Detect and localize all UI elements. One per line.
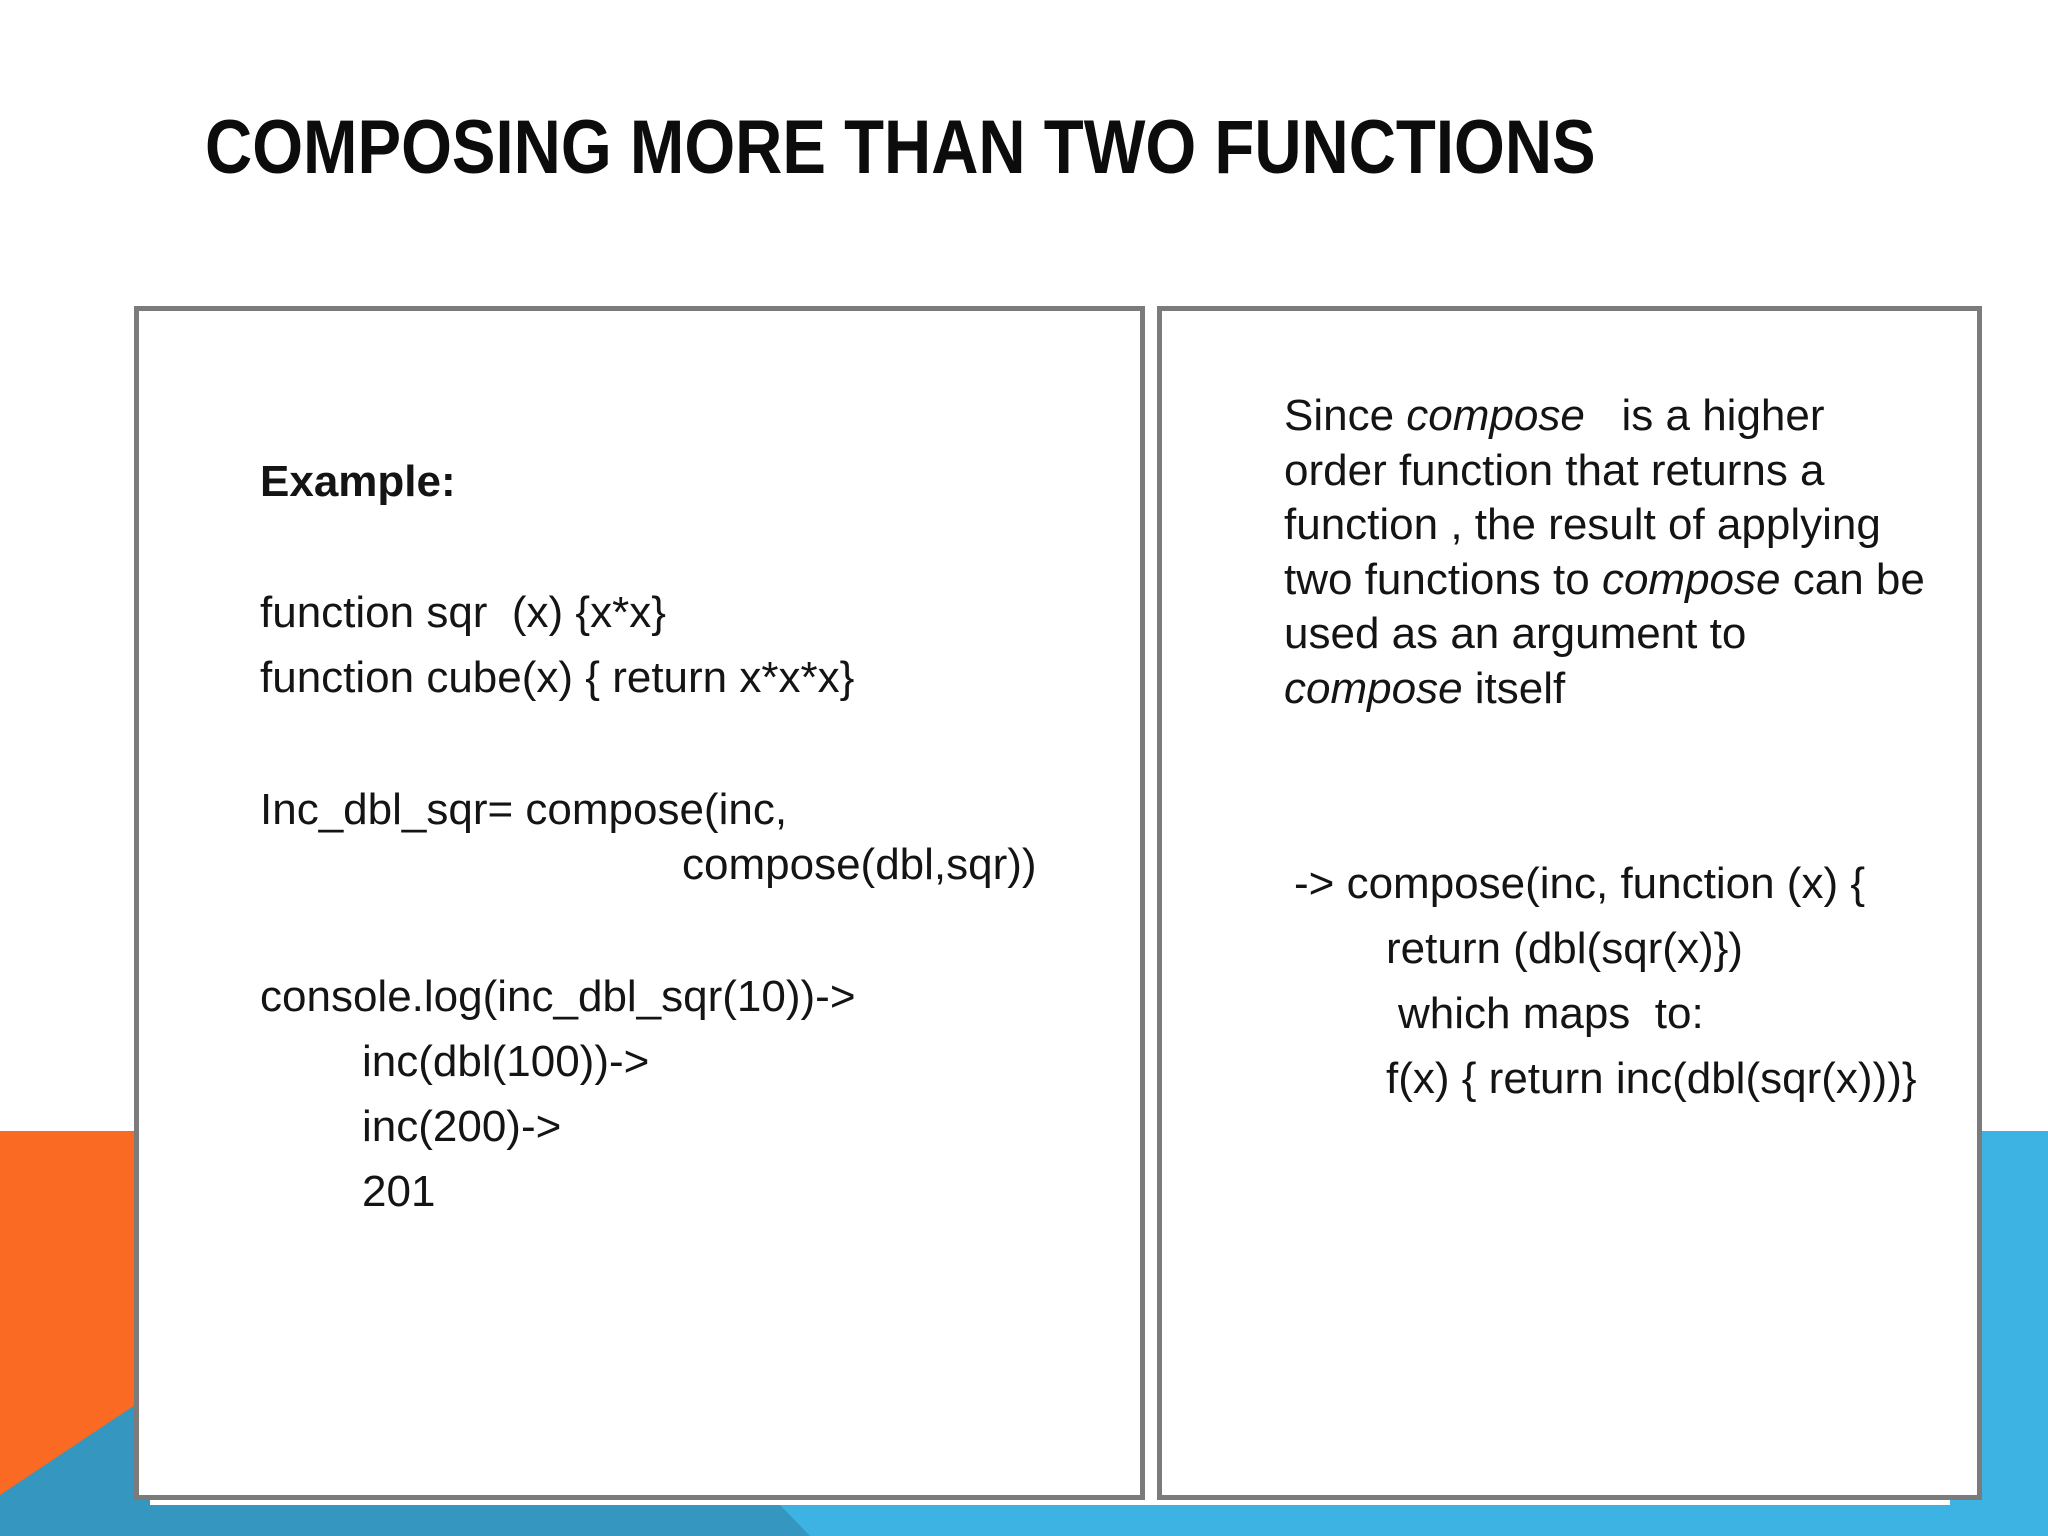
explanation-line-5: used as an argument to — [1284, 609, 1747, 658]
code-eval-line-2: inc(dbl(100))-> — [362, 1037, 650, 1086]
explanation-text: can be — [1780, 554, 1925, 604]
code-def-cube: function cube(x) { return x*x*x} — [260, 653, 855, 702]
explanation-text: two functions to — [1284, 554, 1602, 604]
code-mapping-line-2: return (dbl(sqr(x)}) — [1386, 924, 1743, 973]
example-panel — [134, 306, 1145, 1500]
code-assign-line-1: Inc_dbl_sqr= compose(inc, — [260, 785, 788, 834]
explanation-line-2: order function that returns a — [1284, 445, 1825, 495]
explanation-paragraph — [1284, 389, 1925, 716]
slide-title: COMPOSING MORE THAN TWO FUNCTIONS — [205, 105, 1596, 190]
explanation-text: itself — [1462, 663, 1566, 713]
code-mapping-line-3: which maps to: — [1398, 989, 1704, 1038]
explanation-text: Since — [1284, 391, 1407, 440]
code-eval-line-1: console.log(inc_dbl_sqr(10))-> — [260, 972, 856, 1021]
explanation-line-4 — [1284, 553, 1925, 608]
explanation-line-6 — [1284, 662, 1925, 717]
compose-keyword: compose — [1601, 554, 1781, 604]
code-eval-line-4: 201 — [362, 1167, 436, 1216]
compose-keyword: compose — [1284, 663, 1463, 713]
compose-keyword: compose — [1406, 391, 1585, 440]
explanation-panel — [1157, 306, 1982, 1500]
example-heading: Example: — [260, 457, 456, 506]
explanation-text: is a higher — [1584, 391, 1825, 440]
code-assign-line-2: compose(dbl,sqr)) — [682, 840, 1037, 889]
code-mapping-line-4: f(x) { return inc(dbl(sqr(x)))} — [1386, 1054, 1917, 1103]
code-eval-line-3: inc(200)-> — [362, 1102, 562, 1151]
code-mapping-line-1: -> compose(inc, function (x) { — [1294, 859, 1866, 908]
explanation-line-3: function , the result of applying — [1284, 500, 1881, 549]
code-def-sqr: function sqr (x) {x*x} — [260, 588, 666, 637]
explanation-line-1 — [1284, 389, 1925, 444]
